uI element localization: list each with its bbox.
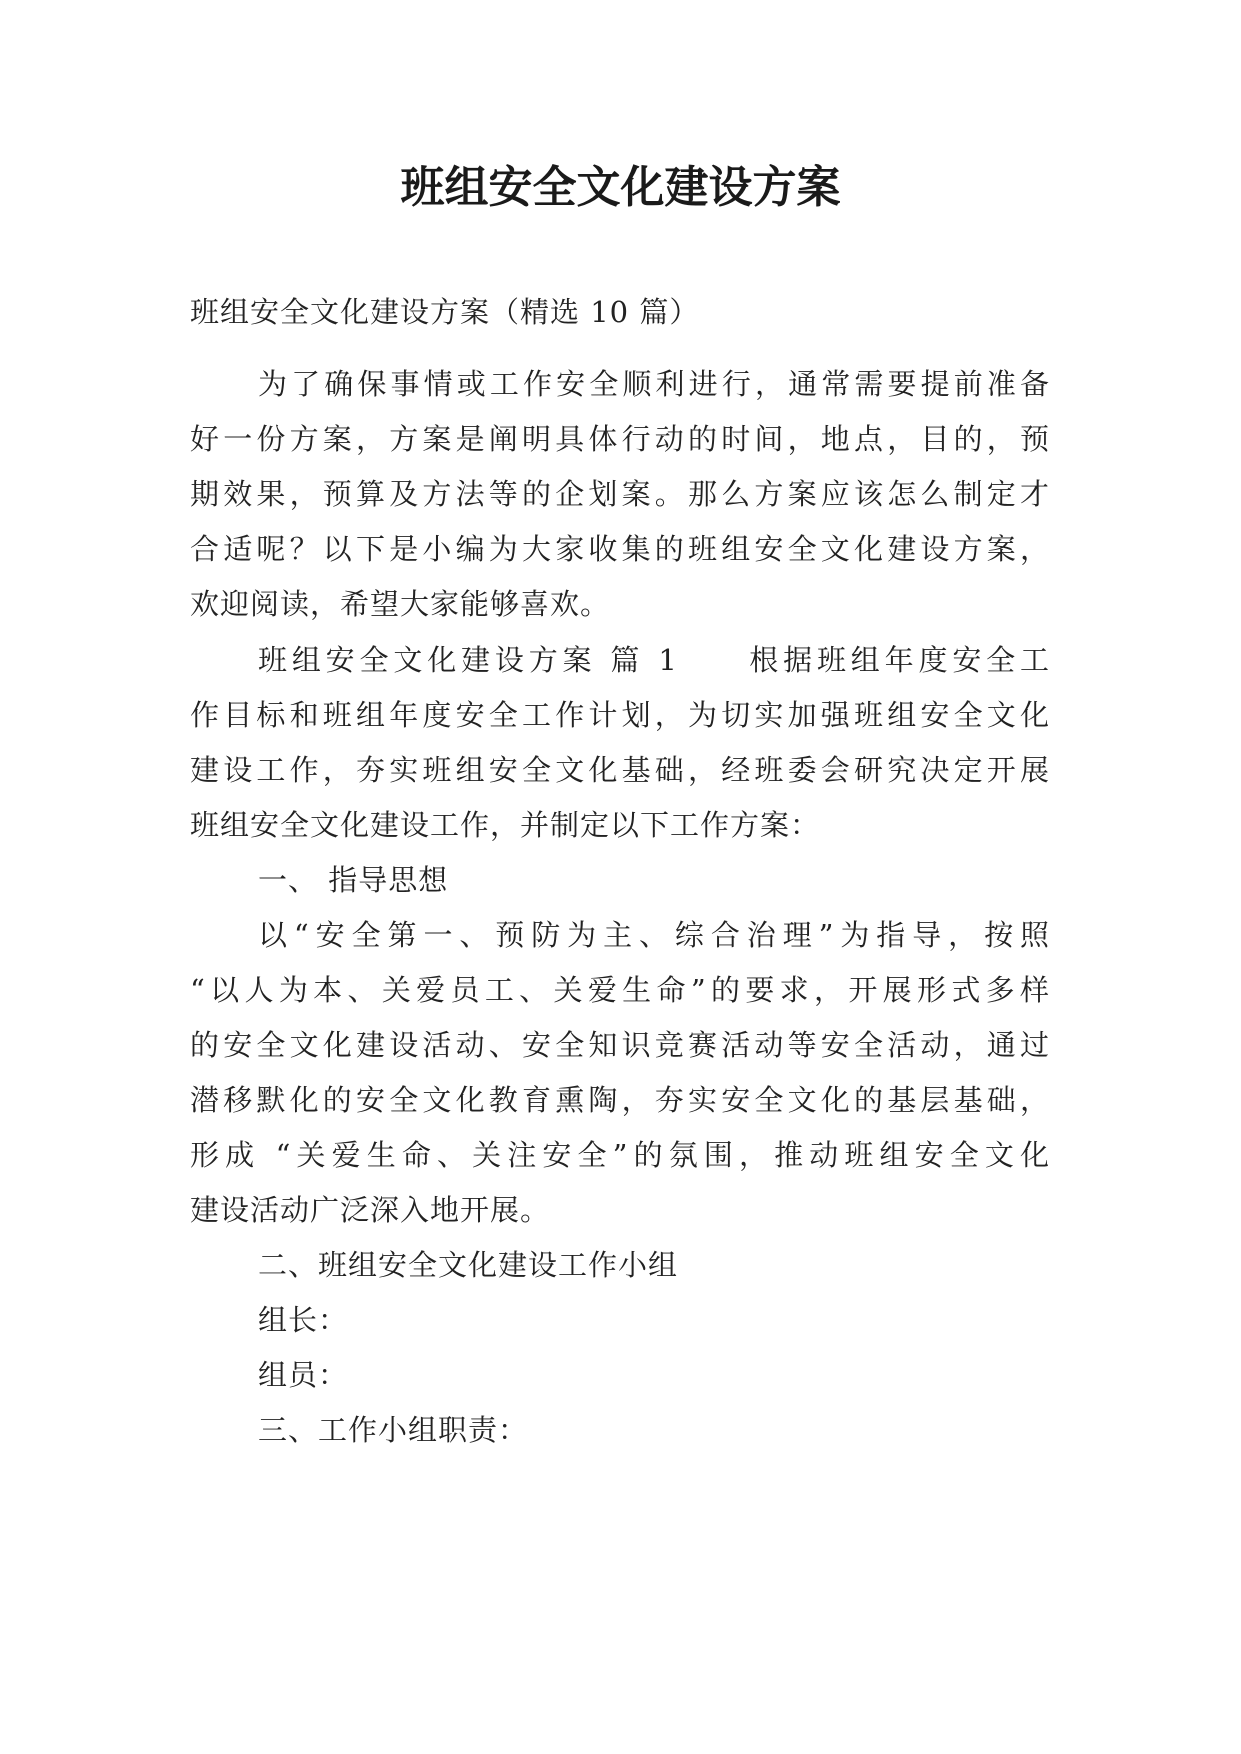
section-heading: 三、工作小组职责： — [258, 1413, 529, 1447]
paragraph-line: 合适呢？以下是小编为大家收集的班组安全文化建设方案， — [190, 532, 1050, 566]
paragraph-line: 建设工作，夯实班组安全文化基础，经班委会研究决定开展 — [190, 753, 1050, 787]
document-subtitle: 班组安全文化建设方案（精选 10 篇） — [190, 295, 700, 329]
section-heading: 二、班组安全文化建设工作小组 — [258, 1248, 679, 1282]
page-title: 班组安全文化建设方案 — [400, 162, 841, 213]
team-leader-label: 组长： — [258, 1303, 349, 1337]
paragraph-line: 潜移默化的安全文化教育熏陶，夯实安全文化的基层基础， — [190, 1083, 1050, 1117]
paragraph-line: 以“安全第一、预防为主、综合治理”为指导，按照 — [258, 918, 1050, 952]
paragraph-line: 形成 “关爱生命、关注安全”的氛围，推动班组安全文化 — [190, 1138, 1050, 1172]
paragraph-line: 的安全文化建设活动、安全知识竞赛活动等安全活动，通过 — [190, 1028, 1050, 1062]
team-members-label: 组员： — [258, 1358, 349, 1392]
paragraph-line: “以人为本、关爱员工、关爱生命”的要求，开展形式多样 — [190, 973, 1050, 1007]
paragraph-line: 建设活动广泛深入地开展。 — [190, 1193, 551, 1227]
paragraph-line: 作目标和班组年度安全工作计划，为切实加强班组安全文化 — [190, 698, 1050, 732]
paragraph-line: 好一份方案，方案是阐明具体行动的时间，地点，目的，预 — [190, 422, 1050, 456]
paragraph-line: 班组安全文化建设工作，并制定以下工作方案： — [190, 808, 821, 842]
paragraph-line: 为了确保事情或工作安全顺利进行，通常需要提前准备 — [258, 367, 1050, 401]
paragraph-line: 期效果，预算及方法等的企划案。那么方案应该怎么制定才 — [190, 477, 1050, 511]
section-heading: 一、 指导思想 — [258, 863, 449, 897]
paragraph-line: 班组安全文化建设方案 篇 1 根据班组年度安全工 — [258, 643, 1050, 677]
paragraph-line: 欢迎阅读，希望大家能够喜欢。 — [190, 587, 611, 621]
